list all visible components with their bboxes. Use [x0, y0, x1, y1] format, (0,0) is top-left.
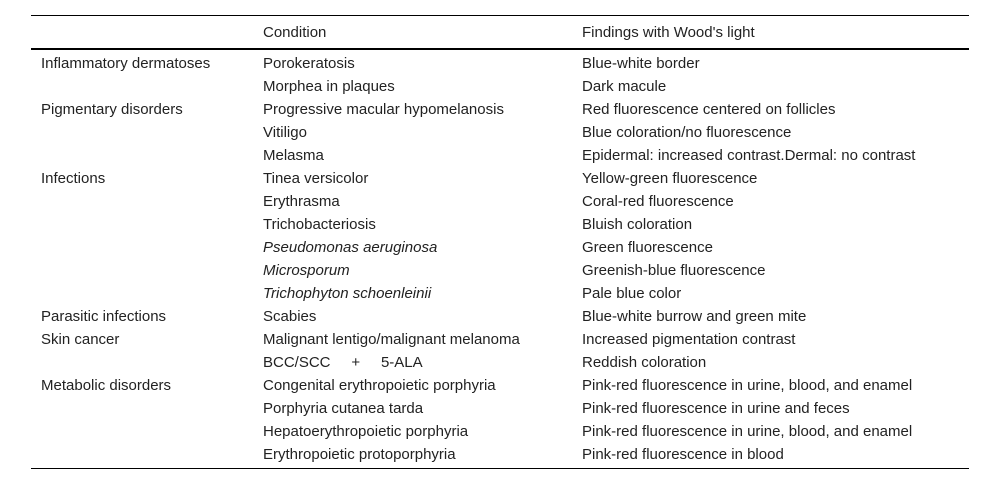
- table-row: [31, 351, 969, 374]
- row-findings: Pink-red fluorescence in blood: [582, 446, 784, 463]
- row-category: Parasitic infections: [41, 308, 167, 325]
- row-condition: Porphyria cutanea tarda: [263, 400, 424, 417]
- row-category: Pigmentary disorders: [41, 101, 183, 118]
- table-row: [31, 236, 969, 259]
- table-body: [31, 50, 969, 466]
- row-condition: Microsporum: [263, 262, 350, 279]
- row-findings: Pink-red fluorescence in urine and feces: [582, 400, 850, 417]
- table-header-row: [31, 16, 969, 48]
- row-findings: Pale blue color: [582, 285, 682, 302]
- row-condition: Malignant lentigo/malignant melanoma: [263, 331, 520, 348]
- row-findings: Bluish coloration: [582, 216, 693, 233]
- table-bottom-rule: [31, 468, 969, 469]
- table-row: [31, 305, 969, 328]
- row-condition: Morphea in plaques: [263, 78, 395, 95]
- table-row: [31, 282, 969, 305]
- table-row: [31, 190, 969, 213]
- row-findings: Reddish coloration: [582, 354, 707, 371]
- table-row: [31, 98, 969, 121]
- table-row: [31, 167, 969, 190]
- row-condition: Progressive macular hypomelanosis: [263, 101, 504, 118]
- row-findings: Blue-white border: [582, 55, 700, 72]
- row-condition: BCC/SCC + 5-ALA: [263, 354, 423, 371]
- row-findings: Dark macule: [582, 78, 667, 95]
- row-condition: Pseudomonas aeruginosa: [263, 239, 438, 256]
- table-row: [31, 443, 969, 466]
- row-findings: Red fluorescence centered on follicles: [582, 101, 836, 118]
- row-condition: Congenital erythropoietic porphyria: [263, 377, 496, 394]
- row-condition: Scabies: [263, 308, 317, 325]
- table-row: [31, 259, 969, 282]
- row-condition: Erythrasma: [263, 193, 340, 210]
- table-row: [31, 121, 969, 144]
- row-condition: Hepatoerythropoietic porphyria: [263, 423, 469, 440]
- row-category: Skin cancer: [41, 331, 120, 348]
- row-condition: Tinea versicolor: [263, 170, 369, 187]
- row-findings: Pink-red fluorescence in urine, blood, and enamel: [582, 423, 913, 440]
- row-findings: Blue coloration/no fluorescence: [582, 124, 792, 141]
- header-condition: Condition: [263, 23, 327, 41]
- row-condition: Vitiligo: [263, 124, 307, 141]
- table-row: [31, 52, 969, 75]
- row-category: Metabolic disorders: [41, 377, 172, 394]
- table-row: [31, 374, 969, 397]
- woods-light-table: [31, 15, 969, 469]
- row-condition: Porokeratosis: [263, 55, 355, 72]
- row-condition: Trichobacteriosis: [263, 216, 376, 233]
- row-category: Infections: [41, 170, 106, 187]
- table-row: [31, 328, 969, 351]
- row-condition: Trichophyton schoenleinii: [263, 285, 432, 302]
- row-findings: Epidermal: increased contrast.Dermal: no contrast: [582, 147, 916, 164]
- row-findings: Greenish-blue fluorescence: [582, 262, 766, 279]
- row-findings: Pink-red fluorescence in urine, blood, and enamel: [582, 377, 913, 394]
- row-findings: Blue-white burrow and green mite: [582, 308, 807, 325]
- table-row: [31, 420, 969, 443]
- row-condition: Erythropoietic protoporphyria: [263, 446, 456, 463]
- row-findings: Coral-red fluorescence: [582, 193, 734, 210]
- row-findings: Yellow-green fluorescence: [582, 170, 758, 187]
- row-findings: Increased pigmentation contrast: [582, 331, 796, 348]
- table-row: [31, 144, 969, 167]
- table-row: [31, 75, 969, 98]
- row-category: Inflammatory dermatoses: [41, 55, 211, 72]
- table-row: [31, 397, 969, 420]
- row-condition: Melasma: [263, 147, 324, 164]
- table-row: [31, 213, 969, 236]
- row-findings: Green fluorescence: [582, 239, 713, 256]
- header-findings: Findings with Wood's light: [582, 23, 755, 41]
